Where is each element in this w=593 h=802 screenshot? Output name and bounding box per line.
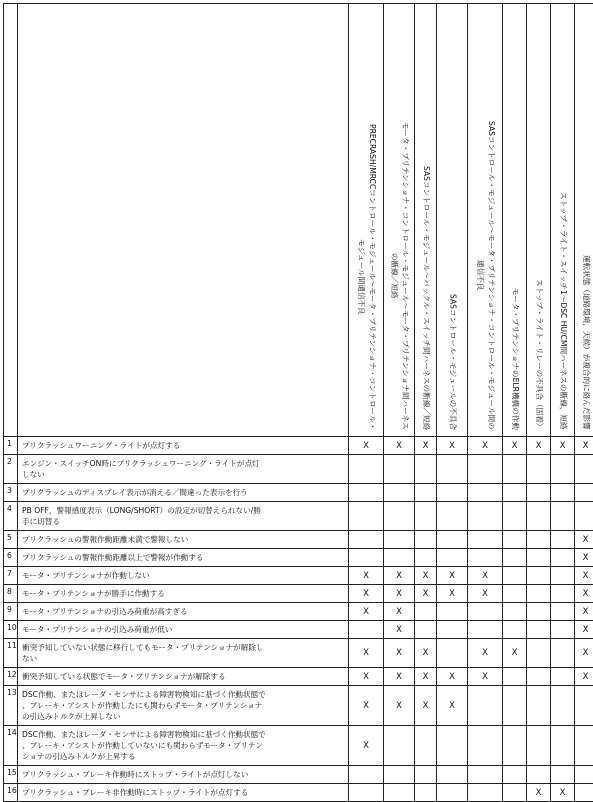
cause-mark-cell bbox=[503, 585, 527, 603]
cause-mark-cell bbox=[503, 668, 527, 686]
header-corner-symptom bbox=[18, 4, 349, 437]
cause-mark-cell: X bbox=[468, 567, 503, 585]
cause-mark-cell: X bbox=[575, 585, 593, 603]
cause-mark-cell bbox=[503, 603, 527, 621]
cause-mark-cell bbox=[468, 531, 503, 549]
cause-mark-cell: X bbox=[384, 567, 415, 585]
table-row bbox=[4, 585, 593, 603]
cause-mark-cell bbox=[468, 455, 503, 484]
cause-mark-cell: X bbox=[349, 726, 384, 766]
cause-mark-cell bbox=[415, 621, 437, 639]
header-row bbox=[4, 4, 593, 437]
cause-mark-cell bbox=[415, 531, 437, 549]
cause-mark-cell: X bbox=[349, 639, 384, 668]
table-row bbox=[4, 455, 593, 484]
cause-mark-cell bbox=[384, 502, 415, 531]
cause-mark-cell bbox=[527, 567, 551, 585]
cause-mark-cell bbox=[415, 766, 437, 784]
row-number: 1 bbox=[4, 437, 18, 455]
cause-mark-cell: X bbox=[468, 437, 503, 455]
table-row bbox=[4, 567, 593, 585]
cause-mark-cell bbox=[527, 455, 551, 484]
cause-mark-cell bbox=[349, 784, 384, 802]
symptom-cell: PB OFF，警報感度表示（LONG/SHORT）の設定が切替えられない/勝 手に切替る bbox=[18, 502, 349, 531]
cause-mark-cell: X bbox=[349, 603, 384, 621]
table-row bbox=[4, 437, 593, 455]
cause-mark-cell bbox=[575, 455, 593, 484]
cause-mark-cell: X bbox=[468, 668, 503, 686]
row-number: 2 bbox=[4, 455, 18, 484]
cause-mark-cell bbox=[527, 686, 551, 726]
cause-mark-cell: X bbox=[384, 668, 415, 686]
symptom-cell: プリクラッシュの警報作動距離未満で警報しない bbox=[18, 531, 349, 549]
cause-mark-cell bbox=[503, 766, 527, 784]
cause-mark-cell: X bbox=[527, 437, 551, 455]
symptom-cell: 衝突予知していない状態に移行してもモータ・プリテンショナが解除し ない bbox=[18, 639, 349, 668]
cause-mark-cell bbox=[551, 502, 575, 531]
table-row bbox=[4, 784, 593, 802]
cause-mark-cell bbox=[503, 784, 527, 802]
column-header: ストップ・ライト・スイッチ1～DSC HU/CM間ハーネスの断線，短絡 bbox=[551, 4, 575, 437]
cause-mark-cell bbox=[527, 531, 551, 549]
cause-mark-cell bbox=[551, 567, 575, 585]
cause-mark-cell bbox=[551, 585, 575, 603]
cause-mark-cell bbox=[468, 621, 503, 639]
table-row bbox=[4, 549, 593, 567]
row-number: 6 bbox=[4, 549, 18, 567]
row-number: 4 bbox=[4, 502, 18, 531]
cause-mark-cell: X bbox=[415, 567, 437, 585]
cause-mark-cell: X bbox=[384, 585, 415, 603]
cause-mark-cell bbox=[527, 766, 551, 784]
column-header: ストップ・ライト・リレーの不具合（固着） bbox=[527, 4, 551, 437]
cause-mark-cell bbox=[437, 531, 468, 549]
cause-mark-cell bbox=[575, 726, 593, 766]
column-header: SASコントロール・モジュールの不具合 bbox=[437, 4, 468, 437]
cause-mark-cell bbox=[575, 686, 593, 726]
symptom-cell: プリクラッシュワーニング・ライトが点灯する bbox=[18, 437, 349, 455]
header-corner-no bbox=[4, 4, 18, 437]
row-number: 8 bbox=[4, 585, 18, 603]
cause-mark-cell: X bbox=[437, 686, 468, 726]
symptom-cell: DSC作動、またはレーダ・センサによる障害物検知に基づく作動状態で 、ブレーキ・アシストが作動したにも関わらずモータ・プリテンショナ の引込みトルクが上昇しない bbox=[18, 686, 349, 726]
cause-mark-cell: X bbox=[575, 531, 593, 549]
cause-mark-cell: X bbox=[415, 686, 437, 726]
cause-mark-cell bbox=[503, 686, 527, 726]
cause-mark-cell bbox=[349, 531, 384, 549]
cause-mark-cell bbox=[349, 484, 384, 502]
cause-mark-cell bbox=[415, 484, 437, 502]
cause-mark-cell: X bbox=[551, 784, 575, 802]
cause-mark-cell bbox=[415, 726, 437, 766]
cause-mark-cell bbox=[551, 455, 575, 484]
cause-mark-cell bbox=[527, 484, 551, 502]
row-number: 9 bbox=[4, 603, 18, 621]
row-number: 13 bbox=[4, 686, 18, 726]
column-header: SASコントロール・モジュール～モータ・プリテンショナ・コントロール・モジュール間の 通信不良 bbox=[468, 4, 503, 437]
cause-mark-cell bbox=[468, 549, 503, 567]
cause-mark-cell bbox=[349, 549, 384, 567]
cause-mark-cell: X bbox=[349, 668, 384, 686]
column-header: PRECRASH/MRCCコントロール・モジュール～モータ・プリテンショナ・コントロール・ モジュール間通信不良 bbox=[349, 4, 384, 437]
cause-mark-cell: X bbox=[349, 686, 384, 726]
cause-mark-cell: X bbox=[437, 437, 468, 455]
cause-mark-cell bbox=[415, 549, 437, 567]
row-number: 5 bbox=[4, 531, 18, 549]
cause-mark-cell bbox=[575, 766, 593, 784]
cause-mark-cell bbox=[468, 726, 503, 766]
cause-mark-cell: X bbox=[575, 549, 593, 567]
cause-mark-cell bbox=[503, 549, 527, 567]
cause-mark-cell bbox=[551, 531, 575, 549]
cause-mark-cell bbox=[437, 502, 468, 531]
cause-mark-cell bbox=[551, 603, 575, 621]
cause-mark-cell bbox=[575, 502, 593, 531]
cause-mark-cell bbox=[551, 549, 575, 567]
cause-mark-cell bbox=[503, 502, 527, 531]
cause-mark-cell bbox=[349, 455, 384, 484]
cause-mark-cell: X bbox=[575, 621, 593, 639]
cause-mark-cell: X bbox=[468, 585, 503, 603]
cause-mark-cell bbox=[415, 455, 437, 484]
cause-mark-cell bbox=[527, 603, 551, 621]
row-number: 16 bbox=[4, 784, 18, 802]
cause-mark-cell bbox=[551, 766, 575, 784]
cause-mark-cell bbox=[415, 603, 437, 621]
cause-mark-cell bbox=[551, 639, 575, 668]
cause-mark-cell bbox=[415, 784, 437, 802]
symptom-cell: プリクラッシュ・ブレーキ作動時にストップ・ライトが点灯しない bbox=[18, 766, 349, 784]
row-number: 12 bbox=[4, 668, 18, 686]
cause-mark-cell bbox=[349, 766, 384, 784]
cause-mark-cell bbox=[437, 621, 468, 639]
row-number: 11 bbox=[4, 639, 18, 668]
table-row bbox=[4, 531, 593, 549]
symptom-cell: モータ・プリテンショナが作動しない bbox=[18, 567, 349, 585]
cause-mark-cell bbox=[468, 502, 503, 531]
cause-mark-cell: X bbox=[575, 639, 593, 668]
cause-mark-cell bbox=[415, 502, 437, 531]
cause-mark-cell bbox=[384, 784, 415, 802]
symptom-cell: プリクラッシュ・ブレーキ非作動時にストップ・ライトが点灯する bbox=[18, 784, 349, 802]
table-row bbox=[4, 502, 593, 531]
cause-mark-cell bbox=[503, 455, 527, 484]
table-row bbox=[4, 726, 593, 766]
symptom-cell: モータ・プリテンショナの引込み荷重が高すぎる bbox=[18, 603, 349, 621]
troubleshooting-matrix bbox=[3, 3, 593, 802]
column-header: モータ・プリテンショナ・コントロール・モジュール～モータ・プリテンショナ間ハーネス の断線／短絡 bbox=[384, 4, 415, 437]
column-header: モータ・プリテンショナのELR機構の作動 bbox=[503, 4, 527, 437]
cause-mark-cell bbox=[551, 621, 575, 639]
row-number: 14 bbox=[4, 726, 18, 766]
cause-mark-cell bbox=[527, 621, 551, 639]
cause-mark-cell bbox=[468, 484, 503, 502]
cause-mark-cell bbox=[551, 686, 575, 726]
cause-mark-cell bbox=[551, 726, 575, 766]
cause-mark-cell: X bbox=[575, 603, 593, 621]
symptom-cell: プリクラッシュの警報作動距離以上で警報が作動する bbox=[18, 549, 349, 567]
cause-mark-cell bbox=[503, 726, 527, 766]
cause-mark-cell: X bbox=[468, 639, 503, 668]
row-number: 7 bbox=[4, 567, 18, 585]
cause-mark-cell: X bbox=[503, 437, 527, 455]
cause-mark-cell: X bbox=[384, 621, 415, 639]
symptom-cell: プリクラッシュのディスプレイ表示が消える／間違った表示を行う bbox=[18, 484, 349, 502]
cause-mark-cell bbox=[551, 668, 575, 686]
symptom-cell: モータ・プリテンショナが勝手に作動する bbox=[18, 585, 349, 603]
symptom-cell: エンジン・スイッチON時にプリクラッシュワーニング・ライトが点灯 しない bbox=[18, 455, 349, 484]
table-row bbox=[4, 484, 593, 502]
cause-mark-cell: X bbox=[415, 639, 437, 668]
cause-mark-cell: X bbox=[384, 686, 415, 726]
cause-mark-cell bbox=[437, 484, 468, 502]
cause-mark-cell bbox=[437, 784, 468, 802]
cause-mark-cell: X bbox=[415, 585, 437, 603]
cause-mark-cell: X bbox=[575, 437, 593, 455]
table-row bbox=[4, 621, 593, 639]
cause-mark-cell bbox=[384, 531, 415, 549]
table-row bbox=[4, 766, 593, 784]
cause-mark-cell bbox=[575, 484, 593, 502]
cause-mark-cell: X bbox=[527, 784, 551, 802]
cause-mark-cell bbox=[527, 668, 551, 686]
symptom-cell: DSC作動、またはレーダ・センサによる障害物検知に基づく作動状態で 、ブレーキ・アシストが作動していないにも関わらずモータ・プリテン ショナの引込みトルクが上昇する bbox=[18, 726, 349, 766]
column-header: SASコントロール・モジュール～バックル・スイッチ間ハーネスの断線／短絡 bbox=[415, 4, 437, 437]
cause-mark-cell bbox=[503, 621, 527, 639]
cause-mark-cell bbox=[468, 766, 503, 784]
cause-mark-cell bbox=[527, 726, 551, 766]
cause-mark-cell bbox=[468, 784, 503, 802]
cause-mark-cell bbox=[527, 502, 551, 531]
cause-mark-cell bbox=[503, 567, 527, 585]
table-row bbox=[4, 668, 593, 686]
cause-mark-cell: X bbox=[503, 639, 527, 668]
cause-mark-cell bbox=[468, 603, 503, 621]
cause-mark-cell: X bbox=[437, 567, 468, 585]
cause-mark-cell bbox=[437, 455, 468, 484]
cause-mark-cell: X bbox=[384, 639, 415, 668]
symptom-cell: モータ・プリテンショナの引込み荷重が低い bbox=[18, 621, 349, 639]
cause-mark-cell bbox=[527, 549, 551, 567]
cause-mark-cell bbox=[437, 766, 468, 784]
cause-mark-cell: X bbox=[415, 668, 437, 686]
table-row bbox=[4, 686, 593, 726]
cause-mark-cell bbox=[575, 784, 593, 802]
cause-mark-cell: X bbox=[437, 668, 468, 686]
cause-mark-cell: X bbox=[349, 585, 384, 603]
cause-mark-cell bbox=[437, 726, 468, 766]
cause-mark-cell bbox=[384, 455, 415, 484]
cause-mark-cell bbox=[437, 549, 468, 567]
cause-mark-cell bbox=[468, 686, 503, 726]
cause-mark-cell bbox=[384, 549, 415, 567]
cause-mark-cell bbox=[551, 484, 575, 502]
cause-mark-cell bbox=[503, 531, 527, 549]
row-number: 10 bbox=[4, 621, 18, 639]
cause-mark-cell bbox=[349, 621, 384, 639]
cause-mark-cell: X bbox=[575, 567, 593, 585]
cause-mark-cell: X bbox=[415, 437, 437, 455]
cause-mark-cell bbox=[384, 484, 415, 502]
cause-mark-cell bbox=[384, 766, 415, 784]
table-row bbox=[4, 603, 593, 621]
cause-mark-cell bbox=[503, 484, 527, 502]
table-row bbox=[4, 639, 593, 668]
cause-mark-cell: X bbox=[575, 668, 593, 686]
symptom-cell: 衝突予知している状態でモータ・プリテンショナが解除する bbox=[18, 668, 349, 686]
cause-mark-cell: X bbox=[349, 567, 384, 585]
cause-mark-cell bbox=[527, 585, 551, 603]
cause-mark-cell bbox=[437, 603, 468, 621]
cause-mark-cell: X bbox=[384, 437, 415, 455]
cause-mark-cell: X bbox=[551, 437, 575, 455]
cause-mark-cell: X bbox=[437, 585, 468, 603]
cause-mark-cell bbox=[349, 502, 384, 531]
cause-mark-cell bbox=[384, 726, 415, 766]
column-header: 運転状態（道路環境，天候）が複合的に絡んだ影響 bbox=[575, 4, 593, 437]
row-number: 15 bbox=[4, 766, 18, 784]
cause-mark-cell bbox=[437, 639, 468, 668]
row-number: 3 bbox=[4, 484, 18, 502]
cause-mark-cell: X bbox=[384, 603, 415, 621]
cause-mark-cell bbox=[527, 639, 551, 668]
cause-mark-cell: X bbox=[349, 437, 384, 455]
